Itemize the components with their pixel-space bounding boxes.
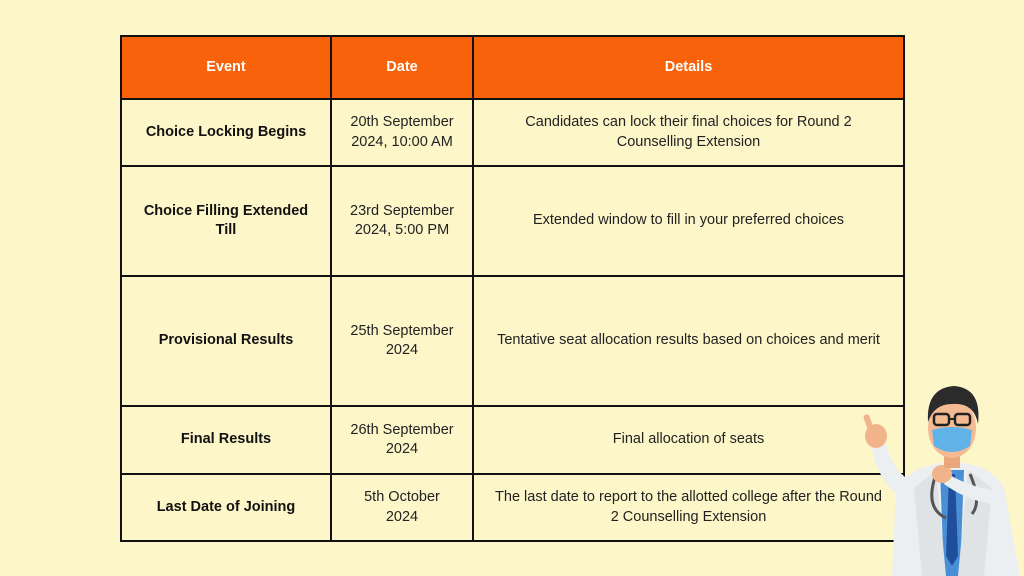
table-row (121, 474, 904, 541)
header-event: Event (121, 36, 331, 99)
details-cell: The last date to report to the allotted college after the Round 2 Counselling Extension (473, 474, 904, 541)
table-row (121, 99, 904, 166)
event-cell: Final Results (121, 406, 331, 474)
schedule-table (120, 35, 905, 542)
date-cell: 20th September 2024, 10:00 AM (331, 99, 473, 166)
details-cell: Extended window to fill in your preferred choices (473, 166, 904, 276)
header-row (121, 36, 904, 99)
date-cell: 26th September 2024 (331, 406, 473, 474)
table-row (121, 166, 904, 276)
doctor-illustration (852, 378, 1024, 576)
event-cell: Choice Locking Begins (121, 99, 331, 166)
details-cell: Final allocation of seats (473, 406, 904, 474)
details-cell: Tentative seat allocation results based on choices and merit (473, 276, 904, 406)
event-cell: Provisional Results (121, 276, 331, 406)
date-cell: 25th September 2024 (331, 276, 473, 406)
details-cell: Candidates can lock their final choices for Round 2 Counselling Extension (473, 99, 904, 166)
event-cell: Last Date of Joining (121, 474, 331, 541)
event-cell: Choice Filling Extended Till (121, 166, 331, 276)
table-row (121, 276, 904, 406)
header-date: Date (331, 36, 473, 99)
header-details: Details (473, 36, 904, 99)
date-cell: 23rd September 2024, 5:00 PM (331, 166, 473, 276)
date-cell: 5th October 2024 (331, 474, 473, 541)
mask-icon (932, 427, 972, 452)
table-row (121, 406, 904, 474)
